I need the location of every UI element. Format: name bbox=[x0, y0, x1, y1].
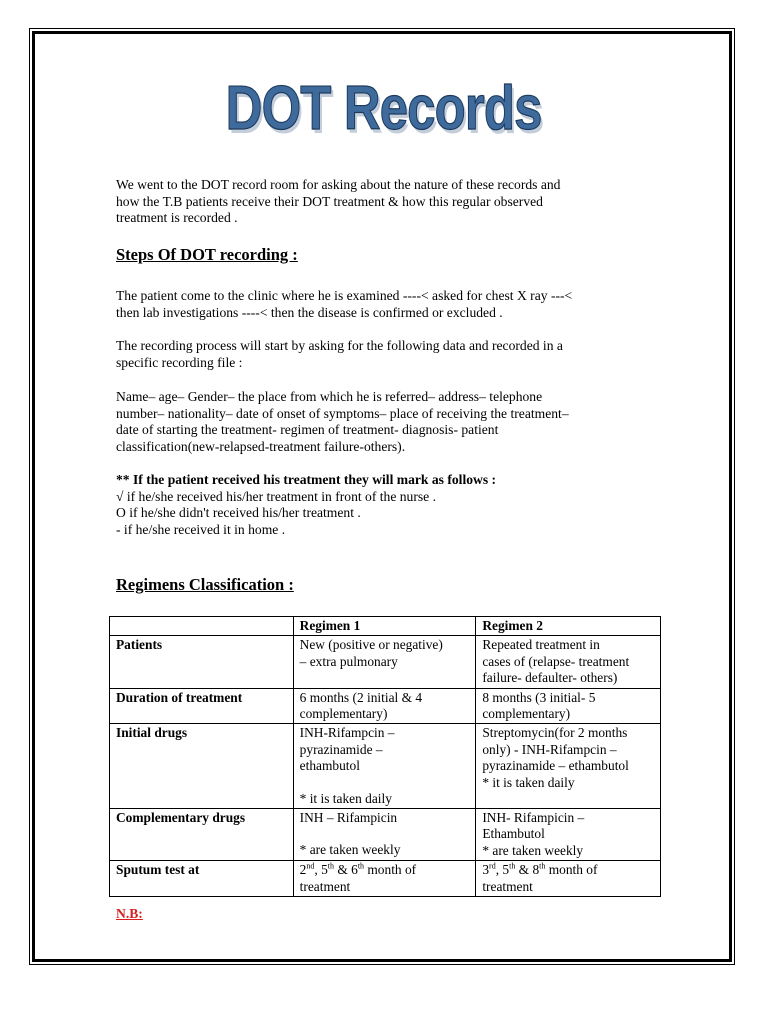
cell-text: INH – Rifampicin bbox=[299, 810, 398, 826]
page-title: DOT Records bbox=[226, 74, 542, 143]
row-label: Complementary drugs bbox=[110, 809, 294, 861]
cell-text: ethambutol bbox=[299, 758, 360, 774]
paragraph-line: The recording process will start by asking for the following data and recorded in a bbox=[116, 338, 563, 353]
nb-label: N.B: bbox=[116, 906, 143, 921]
paragraph-line: The patient come to the clinic where he is examined ----< asked for chest X ray ---< bbox=[116, 288, 573, 303]
table-cell bbox=[293, 861, 476, 897]
cell-text: 8 months (3 initial- 5 bbox=[482, 689, 596, 705]
row-label: Sputum test at bbox=[110, 861, 294, 897]
table-cell bbox=[476, 724, 661, 809]
marks-heading: ** If the patient received his treatment they will mark as follows : bbox=[116, 472, 497, 487]
mark-item: O if he/she didn't received his/her treatment . bbox=[116, 505, 361, 521]
intro-line: treatment is recorded . bbox=[116, 210, 238, 226]
cell-spacer bbox=[300, 775, 470, 791]
cell-text: pyrazinamide – bbox=[299, 741, 383, 757]
paragraph-line: Name– age– Gender– the place from which he is referred– address– telephone bbox=[116, 389, 543, 404]
table-cell bbox=[476, 809, 661, 861]
table-row bbox=[110, 861, 661, 897]
table-cell bbox=[476, 861, 661, 897]
cell-text: New (positive or negative) bbox=[299, 637, 443, 653]
cell-text: – extra pulmonary bbox=[299, 653, 398, 669]
cell-text: Streptomycin(for 2 months bbox=[482, 725, 628, 741]
table-cell bbox=[293, 636, 476, 688]
cell-text: cases of (relapse- treatment bbox=[482, 653, 630, 669]
cell-text: Ethambutol bbox=[482, 826, 545, 842]
table-row bbox=[110, 688, 661, 724]
data-fields-paragraph bbox=[116, 389, 656, 455]
cell-text: 2nd, 5th & 6th month of bbox=[299, 861, 417, 878]
marks-section bbox=[116, 472, 656, 538]
steps-paragraph-2 bbox=[116, 338, 656, 371]
intro-paragraph bbox=[116, 177, 656, 227]
table-row bbox=[110, 809, 661, 861]
cell-text: 3rd, 5th & 8th month of bbox=[482, 861, 598, 878]
row-label: Initial drugs bbox=[110, 724, 294, 809]
cell-text: treatment bbox=[299, 878, 351, 894]
table-header-cell: Regimen 1 bbox=[293, 617, 476, 636]
paragraph-line: classification(new-relapsed-treatment failure-others). bbox=[116, 438, 406, 454]
cell-spacer bbox=[300, 826, 470, 842]
table-cell bbox=[293, 809, 476, 861]
cell-text: failure- defaulter- others) bbox=[482, 670, 618, 686]
mark-item: - if he/she received it in home . bbox=[116, 521, 286, 537]
table-cell bbox=[476, 688, 661, 724]
regimens-table bbox=[109, 616, 661, 897]
title-block bbox=[0, 74, 768, 143]
cell-text: 6 months (2 initial & 4 bbox=[299, 689, 423, 705]
cell-note: * are taken weekly bbox=[299, 842, 401, 858]
paragraph-line: date of starting the treatment- regimen of treatment- diagnosis- patient bbox=[116, 422, 499, 438]
mark-item: √ if he/she received his/her treatment in front of the nurse . bbox=[116, 488, 437, 504]
paragraph-line: then lab investigations ----< then the disease is confirmed or excluded . bbox=[116, 304, 503, 320]
cell-text: treatment bbox=[482, 878, 533, 894]
cell-text: complementary) bbox=[482, 706, 571, 722]
intro-line: We went to the DOT record room for asking about the nature of these records and bbox=[116, 177, 561, 192]
steps-paragraph-1 bbox=[116, 288, 656, 321]
row-label: Patients bbox=[110, 636, 294, 688]
paragraph-line: specific recording file : bbox=[116, 354, 243, 370]
regimens-heading: Regimens Classification : bbox=[116, 575, 294, 594]
table-cell bbox=[293, 688, 476, 724]
cell-note: * are taken weekly bbox=[482, 842, 584, 858]
cell-note: * it is taken daily bbox=[299, 790, 392, 806]
cell-text: pyrazinamide – ethambutol bbox=[482, 758, 629, 774]
intro-line: how the T.B patients receive their DOT treatment & how this regular observed bbox=[116, 193, 543, 209]
table-header-cell bbox=[110, 617, 294, 636]
cell-text: complementary) bbox=[299, 706, 388, 722]
cell-text: only) - INH-Rifampcin – bbox=[482, 741, 617, 757]
table-cell bbox=[476, 636, 661, 688]
cell-text: INH- Rifampicin – bbox=[482, 810, 585, 826]
table-row bbox=[110, 724, 661, 809]
table-row bbox=[110, 636, 661, 688]
table-cell bbox=[293, 724, 476, 809]
row-label: Duration of treatment bbox=[110, 688, 294, 724]
cell-note: * it is taken daily bbox=[482, 774, 575, 790]
table-header-row bbox=[110, 617, 661, 636]
steps-heading: Steps Of DOT recording : bbox=[116, 245, 298, 264]
cell-text: Repeated treatment in bbox=[482, 637, 600, 653]
cell-text: INH-Rifampcin – bbox=[299, 725, 395, 741]
table-header-cell: Regimen 2 bbox=[476, 617, 661, 636]
paragraph-line: number– nationality– date of onset of symptoms– place of receiving the treatment– bbox=[116, 405, 569, 421]
